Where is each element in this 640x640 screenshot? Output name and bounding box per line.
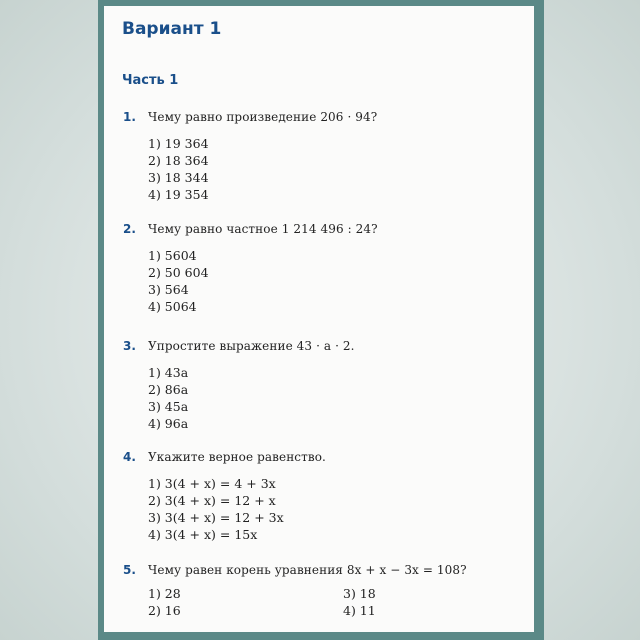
answer-options (148, 135, 209, 203)
question-text: Чему равно произведение 206 · 94? (148, 110, 378, 124)
part-title: Часть 1 (122, 73, 179, 88)
answer-options (148, 247, 209, 315)
answer-option: 3) 18 344 (148, 170, 209, 185)
answer-options (148, 475, 284, 543)
answer-option: 4) 96a (148, 416, 189, 431)
answer-option: 4) 5064 (148, 299, 197, 314)
answer-options (148, 585, 463, 619)
question-number: 2. (123, 222, 136, 236)
answer-option: 1) 3(4 + x) = 4 + 3x (148, 476, 276, 491)
answer-option: 1) 43a (148, 365, 189, 380)
question-text: Упростите выражение 43 · a · 2. (148, 339, 355, 353)
answer-option: 1) 28 (148, 586, 181, 601)
answer-option: 2) 16 (148, 603, 181, 618)
answer-option: 2) 86a (148, 382, 189, 397)
question-text: Укажите верное равенство. (148, 450, 326, 464)
answer-option: 1) 19 364 (148, 136, 209, 151)
answer-option: 1) 5604 (148, 248, 197, 263)
answer-option: 3) 564 (148, 282, 189, 297)
answer-option: 3) 45a (148, 399, 189, 414)
answer-option: 3) 3(4 + x) = 12 + 3x (148, 510, 284, 525)
worksheet-page (104, 6, 534, 632)
answer-options (148, 364, 188, 432)
variant-title: Вариант 1 (122, 19, 222, 39)
question-number: 1. (123, 110, 136, 124)
answer-option: 4) 3(4 + x) = 15x (148, 527, 258, 542)
answer-option: 4) 19 354 (148, 187, 209, 202)
answer-option: 3) 18 (343, 586, 376, 601)
question-text: Чему равен корень уравнения 8x + x − 3x = 108? (148, 563, 467, 577)
question-text: Чему равно частное 1 214 496 : 24? (148, 222, 378, 236)
question-number: 5. (123, 563, 136, 577)
question-number: 3. (123, 339, 136, 353)
answer-option: 2) 18 364 (148, 153, 209, 168)
answer-option: 2) 3(4 + x) = 12 + x (148, 493, 276, 508)
answer-option: 2) 50 604 (148, 265, 209, 280)
answer-option: 4) 11 (343, 603, 376, 618)
question-number: 4. (123, 450, 136, 464)
